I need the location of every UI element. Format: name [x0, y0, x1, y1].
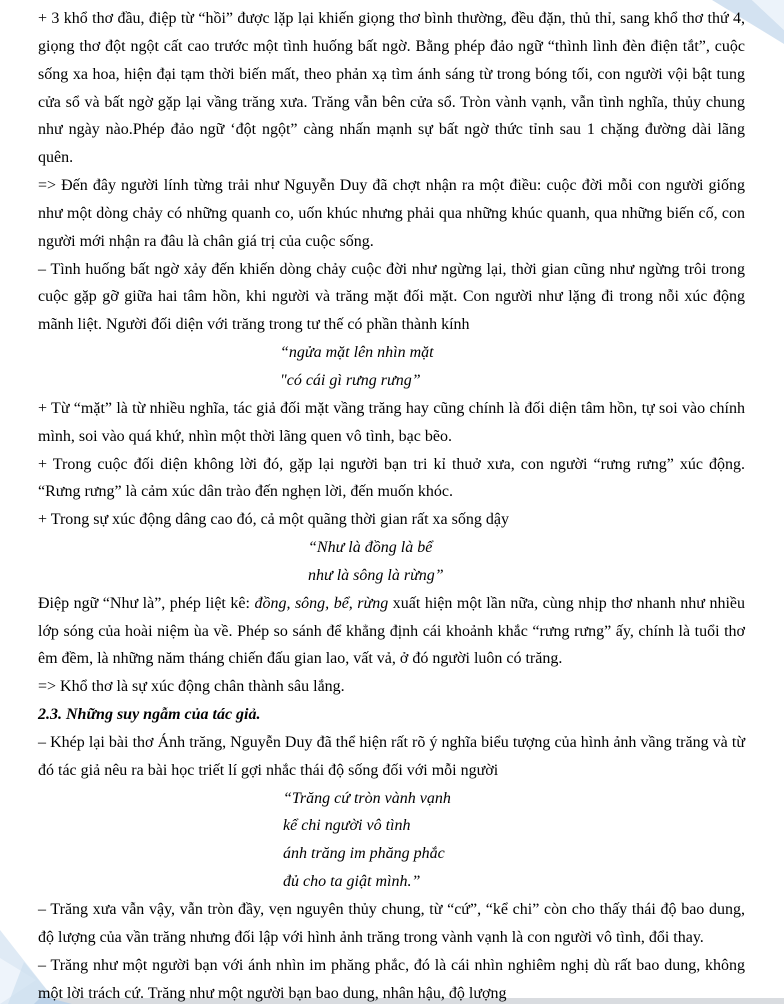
paragraph: – Trăng xưa vẫn vậy, vẫn tròn đầy, vẹn nguyên thủy chung, từ “cứ”, “kể chi” còn cho thấy thái độ bao dung, độ lượng của vần trăng nhưng đối lập với hình ảnh trăng trong vành vạnh là con người vô tình, đổi thay.: [38, 901, 745, 946]
poem-line: ánh trăng im phăng phắc: [283, 845, 445, 863]
poem-line: "có cái gì rưng rưng”: [280, 371, 421, 389]
poem-line: “ngửa mặt lên nhìn mặt: [280, 344, 434, 362]
section-heading: 2.3. Những suy ngẫm của tác giả.: [38, 706, 261, 724]
poem-quote: [38, 339, 745, 395]
paragraph: – Trăng như một người bạn với ánh nhìn im phăng phắc, đó là cái nhìn nghiêm nghị dù rất bao dung, không một lời trách cứ. Trăng như một người bạn bao dung, nhân hậu, độ lượng: [38, 956, 745, 1002]
poem-line: “Trăng cứ tròn vành vạnh: [283, 789, 451, 807]
paragraph: [38, 590, 745, 674]
paragraph-text: xuất hiện một lần nữa, cùng nhịp thơ nhanh như nhiều lớp sóng của hoài niệm ùa về. Phép so sánh để khẳng định cái khoảnh khắc “rưng rưng” ấy, chính là tuổi thơ êm đềm, là những năm tháng chiến đấu gian lao, vất vả, ở đó người luôn có trăng.: [38, 594, 745, 668]
poem-line: kể chi người vô tình: [283, 817, 411, 835]
paragraph: + 3 khổ thơ đầu, điệp từ “hồi” được lặp lại khiến giọng thơ bình thường, đều đặn, thủ thỉ, sang khổ thơ thứ 4, giọng thơ đột ngột cất cao trước một tình huống bất ngờ. Bằng phép đảo ngữ “thình lình đèn điện tắt”, cuộc sống xa hoa, hiện đại tạm thời biến mất, theo phản xạ tìm ánh sáng từ trong bóng tối, con người vội bật tung cửa sổ và bất ngờ gặp lại vầng trăng xưa. Trăng vẫn bên cửa sổ. Tròn vành vạnh, vẫn tình nghĩa, thủy chung như ngày nào.Phép đảo ngữ ‘đột ngột” càng nhấn mạnh sự bất ngờ thức tỉnh sau 1 chặng đường dài lãng quên.: [38, 10, 745, 167]
poem-line: đủ cho ta giật mình.”: [283, 873, 421, 891]
paragraph: => Đến đây người lính từng trải như Nguyễn Duy đã chợt nhận ra một điều: cuộc đời mỗi con người giống như một dòng chảy có những quanh co, uốn khúc nhưng phải qua những khúc quanh, qua những biến cố, con người mới nhận ra đâu là chân giá trị của cuộc sống.: [38, 177, 745, 250]
paragraph: => Khổ thơ là sự xúc động chân thành sâu lắng.: [38, 678, 345, 696]
paragraph: + Trong cuộc đối diện không lời đó, gặp lại người bạn tri kỉ thuở xưa, con người “rưng rưng” xúc động. “Rưng rưng” là cảm xúc dân trào đến nghẹn lời, đến muốn khóc.: [38, 455, 745, 501]
poem-quote: [38, 785, 745, 896]
paragraph: – Khép lại bài thơ Ánh trăng, Nguyễn Duy đã thể hiện rất rõ ý nghĩa biểu tượng của hình ảnh vầng trăng và từ đó tác giả nêu ra bài học triết lí gợi nhắc thái độ sống đối với mỗi người: [38, 733, 745, 779]
paragraph: + Trong sự xúc động dâng cao đó, cả một quãng thời gian rất xa sống dậy: [38, 511, 509, 529]
paragraph: – Tình huống bất ngờ xảy đến khiến dòng chảy cuộc đời như ngừng lại, thời gian cũng như ngừng trôi trong cuộc gặp gỡ giữa hai tâm hồn, khi người và trăng mặt đối mặt. Con người như lặng đi trong nỗi xúc động mãnh liệt. Người đối diện với trăng trong tư thế có phần thành kính: [38, 260, 745, 334]
paragraph-text: Điệp ngữ “Như là”, phép liệt kê:: [38, 594, 255, 612]
poem-line: như là sông là rừng”: [308, 566, 444, 584]
poem-quote: [38, 534, 745, 590]
paragraph-italic-text: đồng, sông, bể, rừng: [254, 594, 389, 612]
paragraph: + Từ “mặt” là từ nhiều nghĩa, tác giả đối mặt vầng trăng hay cũng chính là đối diện tâm hồn, tự soi vào chính mình, soi vào quá khứ, nhìn một thời lãng quen vô tình, bạc bẽo.: [38, 399, 745, 445]
poem-line: “Như là đồng là bể: [308, 539, 433, 557]
